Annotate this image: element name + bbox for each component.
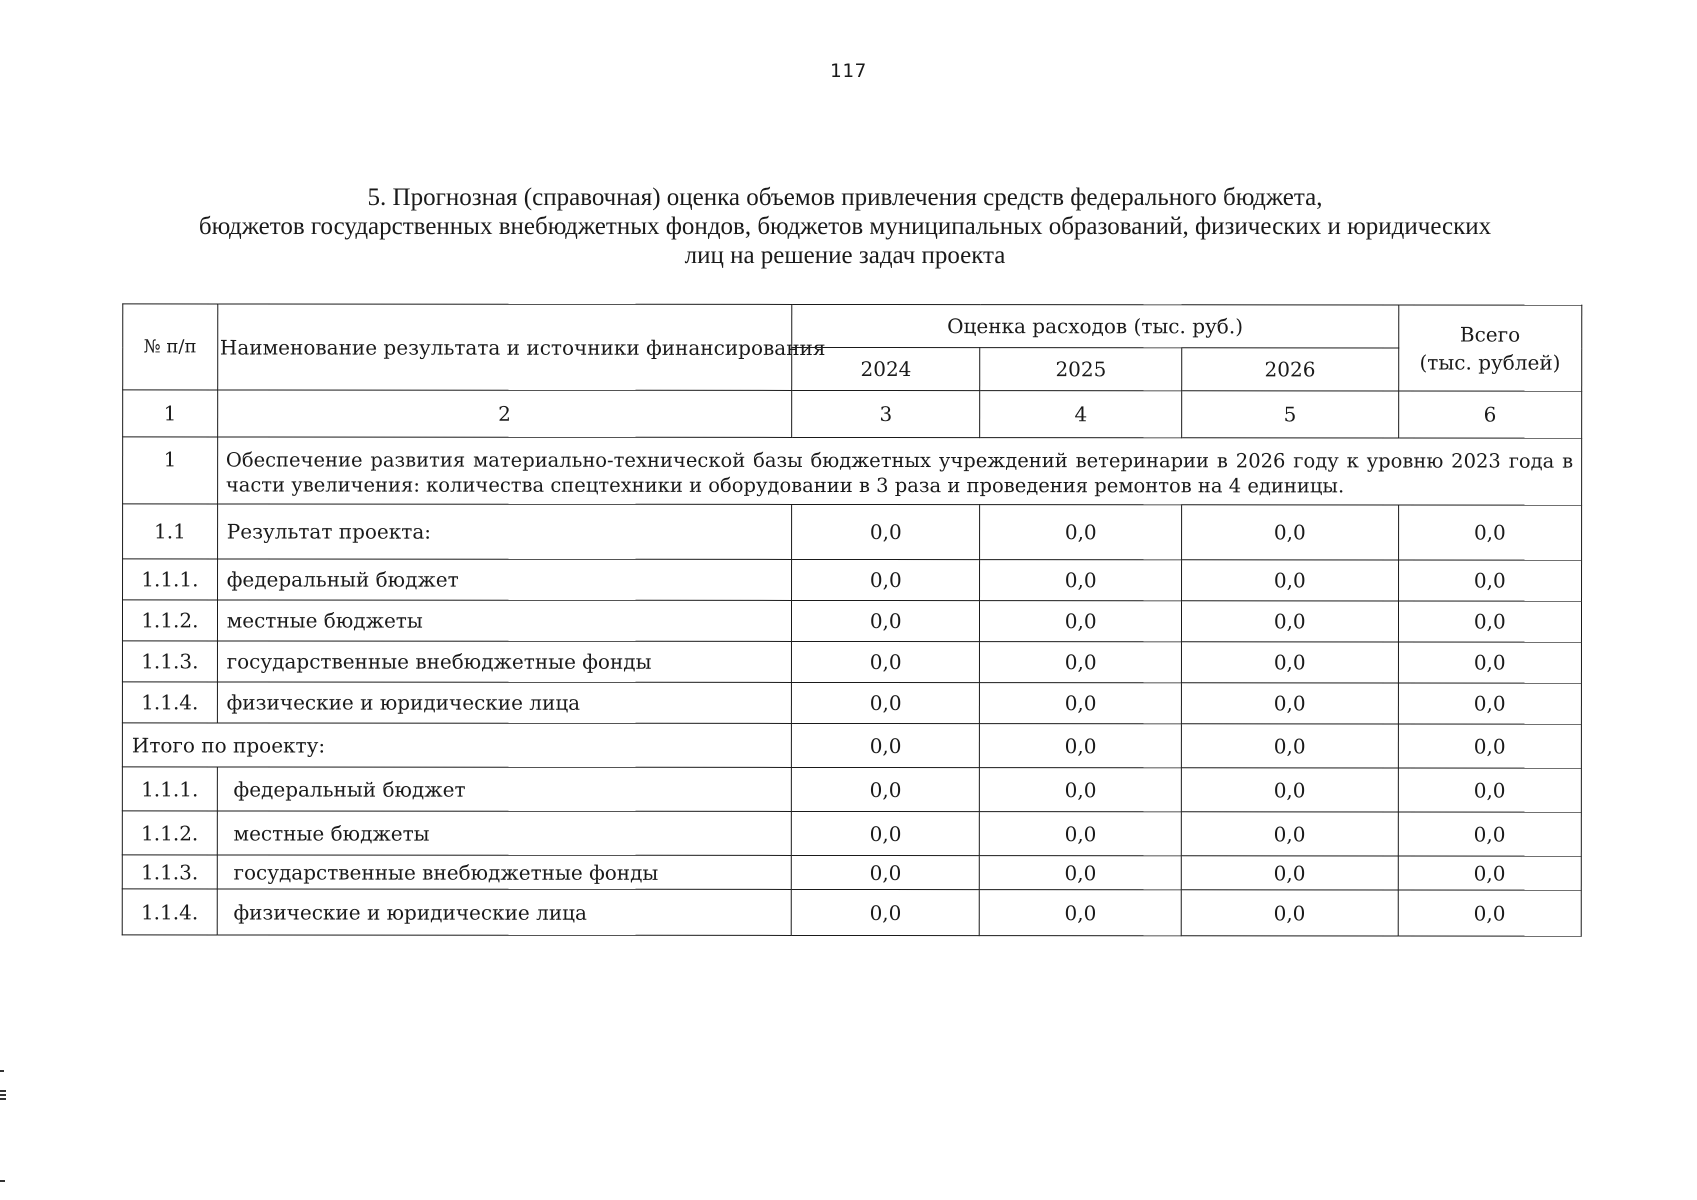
value-2025: 0,0 xyxy=(980,812,1182,856)
row-name: физические и юридические лица xyxy=(217,682,791,724)
total-row xyxy=(122,723,1581,768)
scan-mark xyxy=(0,1098,6,1100)
table-row xyxy=(122,641,1581,683)
value-2024: 0,0 xyxy=(791,682,979,723)
header-estimate: Оценка расходов (тыс. руб.) xyxy=(792,304,1399,348)
column-index: 6 xyxy=(1398,391,1581,438)
value-2025: 0,0 xyxy=(980,890,1182,936)
value-2026: 0,0 xyxy=(1181,812,1398,856)
table-row xyxy=(122,889,1581,936)
total-value-total: 0,0 xyxy=(1398,724,1581,768)
value-2024: 0,0 xyxy=(791,641,979,682)
section-title xyxy=(110,183,1580,270)
table-row xyxy=(122,767,1581,812)
total-value-2026: 0,0 xyxy=(1181,724,1398,768)
value-total: 0,0 xyxy=(1398,560,1581,601)
value-total: 0,0 xyxy=(1398,768,1581,812)
value-2026: 0,0 xyxy=(1181,642,1398,683)
row-number: 1.1.3. xyxy=(122,855,217,889)
value-2025: 0,0 xyxy=(980,601,1182,642)
row-name: федеральный бюджет xyxy=(217,767,791,812)
value-2025: 0,0 xyxy=(980,642,1182,683)
value-2026: 0,0 xyxy=(1181,768,1398,812)
value-2026: 0,0 xyxy=(1181,856,1398,890)
value-2025: 0,0 xyxy=(980,856,1182,890)
value-total: 0,0 xyxy=(1398,683,1581,724)
total-value-2025: 0,0 xyxy=(980,724,1182,768)
total-value-2024: 0,0 xyxy=(791,723,979,767)
header-year-2024: 2024 xyxy=(792,347,980,390)
value-2025: 0,0 xyxy=(980,683,1182,724)
row-number: 1.1.4. xyxy=(122,682,217,723)
row-number: 1.1.1. xyxy=(123,559,218,600)
value-2026: 0,0 xyxy=(1182,505,1399,560)
value-total: 0,0 xyxy=(1398,505,1581,560)
total-label: Итого по проекту: xyxy=(122,723,791,768)
value-total: 0,0 xyxy=(1398,890,1581,936)
task-description: Обеспечение развития материально-технической базы бюджетных учреждений ветеринарии в 2026 году к уровню 2023 года в части увеличения: количества спецтехники и оборудовании в 3 раза и проведения ремонтов на 4 единицы. xyxy=(217,437,1581,505)
value-2026: 0,0 xyxy=(1181,601,1398,642)
row-number: 1.1.2. xyxy=(122,811,217,855)
title-line-1: 5. Прогнозная (справочная) оценка объемов привлечения средств федерального бюджета, xyxy=(367,184,1323,211)
table-row xyxy=(122,682,1581,724)
scan-mark xyxy=(0,1180,5,1182)
header-total xyxy=(1398,305,1581,391)
row-number: 1.1.4. xyxy=(122,889,217,935)
value-2024: 0,0 xyxy=(791,889,979,935)
scan-mark xyxy=(0,1070,4,1072)
value-total: 0,0 xyxy=(1398,856,1581,890)
task-row xyxy=(123,437,1582,505)
row-name: Результат проекта: xyxy=(217,504,791,560)
header-year-2026: 2026 xyxy=(1182,348,1399,391)
row-number: 1.1.2. xyxy=(122,600,217,641)
row-name: местные бюджеты xyxy=(217,811,791,856)
value-2025: 0,0 xyxy=(980,768,1182,812)
value-2024: 0,0 xyxy=(791,767,979,811)
column-index: 1 xyxy=(123,390,218,437)
value-2026: 0,0 xyxy=(1181,890,1398,936)
row-name: государственные внебюджетные фонды xyxy=(217,855,791,890)
table-row xyxy=(122,855,1581,890)
task-number: 1 xyxy=(123,437,218,504)
column-index-row xyxy=(123,390,1582,438)
column-index: 4 xyxy=(980,391,1182,438)
row-name: федеральный бюджет xyxy=(217,559,791,601)
header-total-line2: (тыс. рублей) xyxy=(1419,349,1561,375)
value-2024: 0,0 xyxy=(792,559,980,600)
scan-margin-marks xyxy=(0,1060,10,1190)
value-total: 0,0 xyxy=(1398,812,1581,856)
row-name: физические и юридические лица xyxy=(217,889,791,936)
funding-table xyxy=(122,303,1583,936)
row-name: местные бюджеты xyxy=(217,600,791,642)
scan-mark xyxy=(0,1090,6,1092)
row-number: 1.1.3. xyxy=(122,641,217,682)
row-number: 1.1 xyxy=(123,504,218,559)
value-2024: 0,0 xyxy=(792,600,980,641)
value-2025: 0,0 xyxy=(980,560,1182,601)
scan-mark xyxy=(0,1094,6,1096)
title-line-2: бюджетов государственных внебюджетных фондов, бюджетов муниципальных образований, физических и юридических xyxy=(198,213,1492,240)
table-row xyxy=(123,559,1582,601)
column-index: 3 xyxy=(792,390,980,437)
value-2026: 0,0 xyxy=(1181,683,1398,724)
table-row xyxy=(122,811,1581,856)
value-2025: 0,0 xyxy=(980,505,1182,560)
header-year-2025: 2025 xyxy=(980,348,1182,391)
header-name: Наименование результата и источники финансирования xyxy=(217,304,791,391)
value-total: 0,0 xyxy=(1398,642,1581,683)
value-2024: 0,0 xyxy=(791,811,979,855)
column-index: 5 xyxy=(1182,391,1399,438)
table-row xyxy=(122,600,1581,642)
column-index: 2 xyxy=(217,390,791,438)
table-row xyxy=(123,504,1582,560)
header-total-line1: Всего xyxy=(1459,322,1521,347)
value-2024: 0,0 xyxy=(792,504,980,559)
header-num: № п/п xyxy=(123,304,218,390)
value-2026: 0,0 xyxy=(1181,560,1398,601)
page-number: 117 xyxy=(829,60,868,82)
row-name: государственные внебюджетные фонды xyxy=(217,641,791,683)
title-line-3: лиц на решение задач проекта xyxy=(684,242,1006,269)
value-2024: 0,0 xyxy=(791,855,979,889)
value-total: 0,0 xyxy=(1398,601,1581,642)
row-number: 1.1.1. xyxy=(122,767,217,811)
